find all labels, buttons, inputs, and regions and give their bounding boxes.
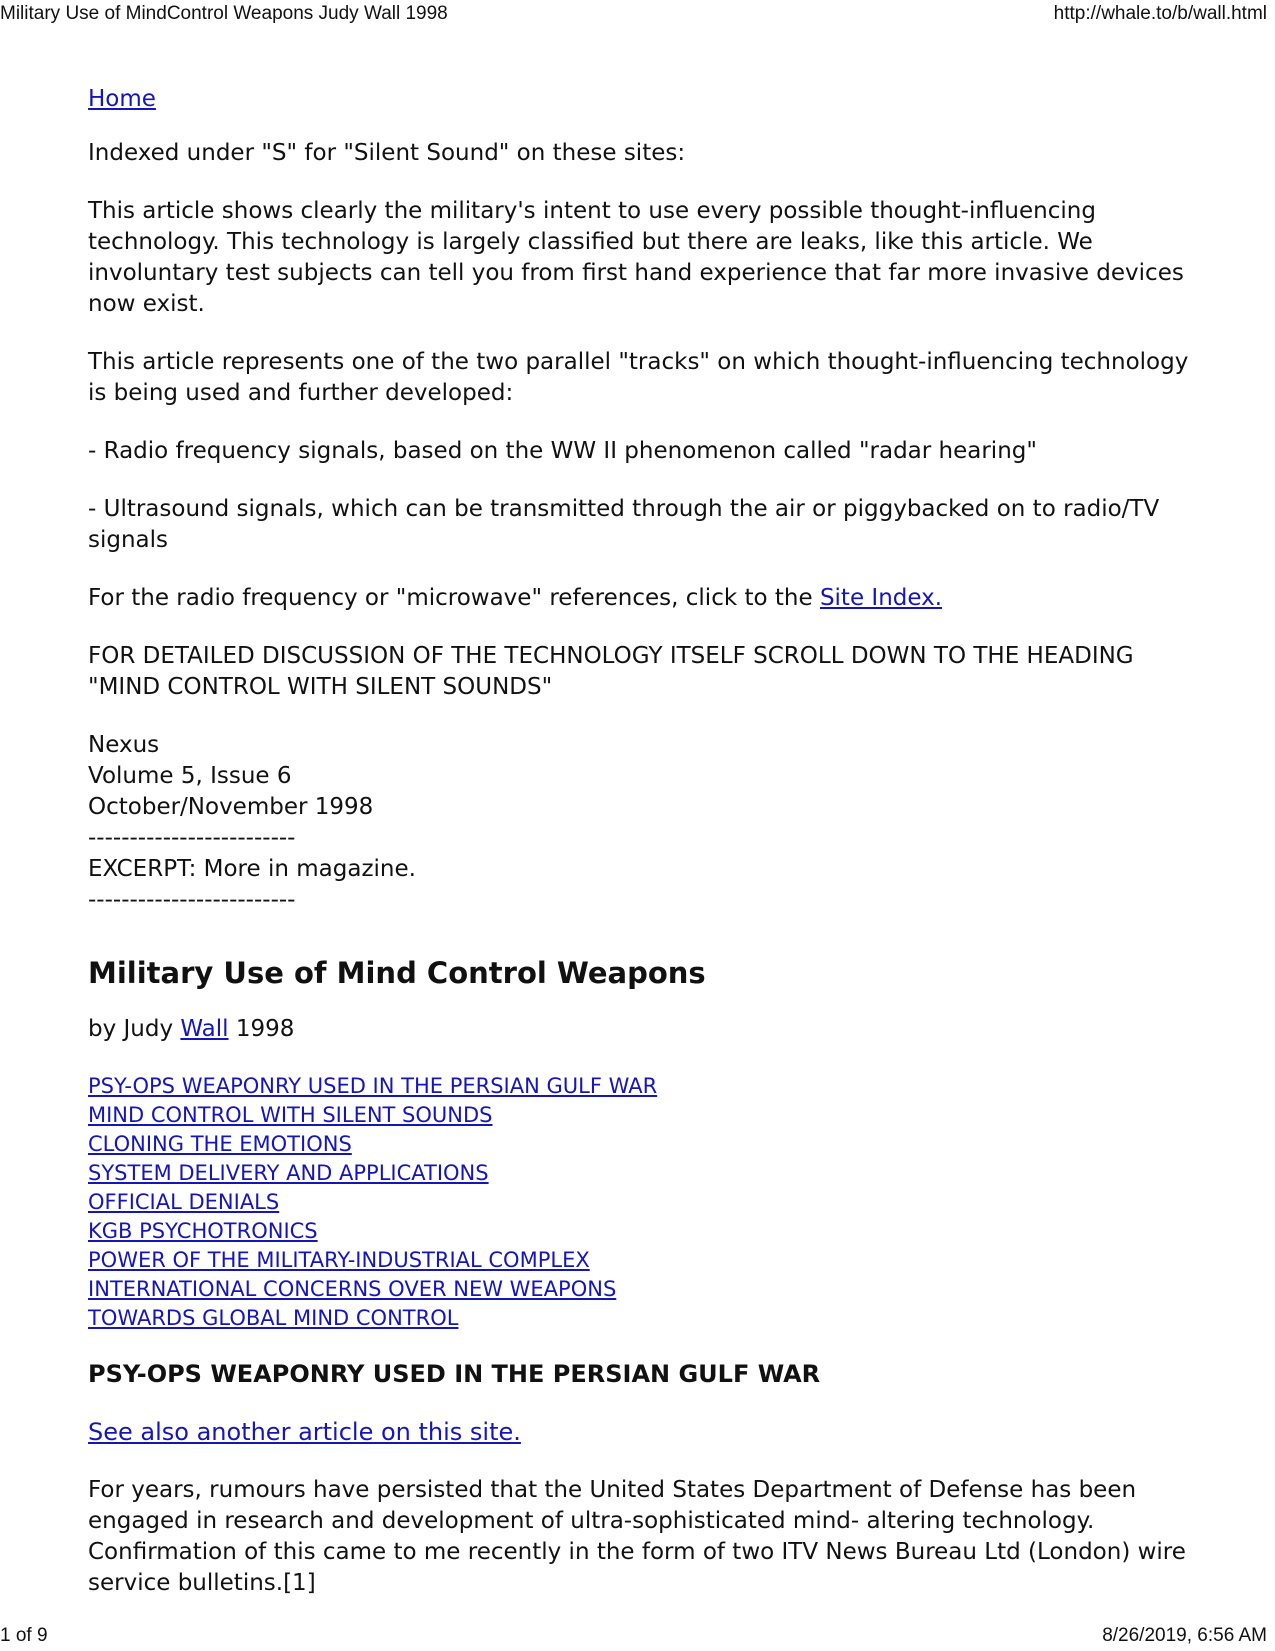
section-heading: PSY-OPS WEAPONRY USED IN THE PERSIAN GULF WAR <box>88 1360 821 1388</box>
section-paragraph: For years, rumours have persisted that the United States Department of Defense has been engaged in research and development of ultra-sophisticated mind- altering technology. Confirmation of this came to me recently in the form of two ITV News Bureau Ltd (London) wire service bulletins.[1] <box>88 1477 1186 1596</box>
publication-name: Nexus <box>88 732 160 758</box>
see-also-link[interactable]: See also another article on this site. <box>88 1418 521 1446</box>
page-content <box>88 84 1198 1626</box>
source-block <box>88 730 1198 916</box>
print-header-url: http://whale.to/b/wall.html <box>1053 3 1267 24</box>
print-datetime: 8/26/2019, 6:56 AM <box>1102 1625 1267 1646</box>
publication-volume: Volume 5, Issue 6 <box>88 763 292 789</box>
intro-paragraph-2: This article represents one of the two parallel "tracks" on which thought-influencing technology is being used and further developed: <box>88 349 1189 406</box>
excerpt-note: EXCERPT: More in magazine. <box>88 856 416 882</box>
article-title: Military Use of Mind Control Weapons <box>88 956 706 990</box>
toc-link[interactable]: CLONING THE EMOTIONS <box>88 1132 352 1156</box>
table-of-contents <box>88 1072 1198 1333</box>
bullet-radio: - Radio frequency signals, based on the WW II phenomenon called "radar hearing" <box>88 438 1037 464</box>
toc-link[interactable]: PSY-OPS WEAPONRY USED IN THE PERSIAN GULF WAR <box>88 1074 658 1098</box>
author-link[interactable]: Wall <box>180 1016 229 1042</box>
toc-link[interactable]: KGB PSYCHOTRONICS <box>88 1219 318 1243</box>
intro-paragraph-1: This article shows clearly the military's intent to use every possible thought-influencing technology. This technology is largely classified but there are leaks, like this article. We involuntary test subjects can tell you from first hand experience that far more invasive devices now exist. <box>88 198 1184 317</box>
print-footer <box>0 1622 1275 1650</box>
page-number: 1 of 9 <box>0 1625 48 1646</box>
publication-date: October/November 1998 <box>88 794 374 820</box>
bullet-ultrasound: - Ultrasound signals, which can be transmitted through the air or piggybacked on to radio/TV signals <box>88 496 1160 553</box>
byline <box>88 1014 1198 1045</box>
site-index-link[interactable]: Site Index. <box>819 585 943 611</box>
byline-year: 1998 <box>228 1016 295 1042</box>
indexed-text: Indexed under "S" for "Silent Sound" on these sites: <box>88 140 686 166</box>
home-link[interactable]: Home <box>88 86 156 112</box>
divider-top: ------------------------- <box>88 825 296 851</box>
toc-link[interactable]: OFFICIAL DENIALS <box>88 1190 280 1214</box>
divider-bottom: ------------------------- <box>88 887 296 913</box>
print-header-title: Military Use of MindControl Weapons Judy Wall 1998 <box>0 3 448 24</box>
radio-reference <box>88 583 1198 614</box>
toc-link[interactable]: SYSTEM DELIVERY AND APPLICATIONS <box>88 1161 489 1185</box>
toc-link[interactable]: TOWARDS GLOBAL MIND CONTROL <box>88 1306 459 1330</box>
radio-reference-text: For the radio frequency or "microwave" references, click to the <box>88 585 820 611</box>
toc-link[interactable]: POWER OF THE MILITARY-INDUSTRIAL COMPLEX <box>88 1248 590 1272</box>
caps-notice: FOR DETAILED DISCUSSION OF THE TECHNOLOGY ITSELF SCROLL DOWN TO THE HEADING "MIND CONTROL WITH SILENT SOUNDS" <box>88 643 1134 700</box>
toc-link[interactable]: INTERNATIONAL CONCERNS OVER NEW WEAPONS <box>88 1277 617 1301</box>
byline-prefix: by Judy <box>88 1016 181 1042</box>
print-header <box>0 0 1275 28</box>
toc-link[interactable]: MIND CONTROL WITH SILENT SOUNDS <box>88 1103 493 1127</box>
